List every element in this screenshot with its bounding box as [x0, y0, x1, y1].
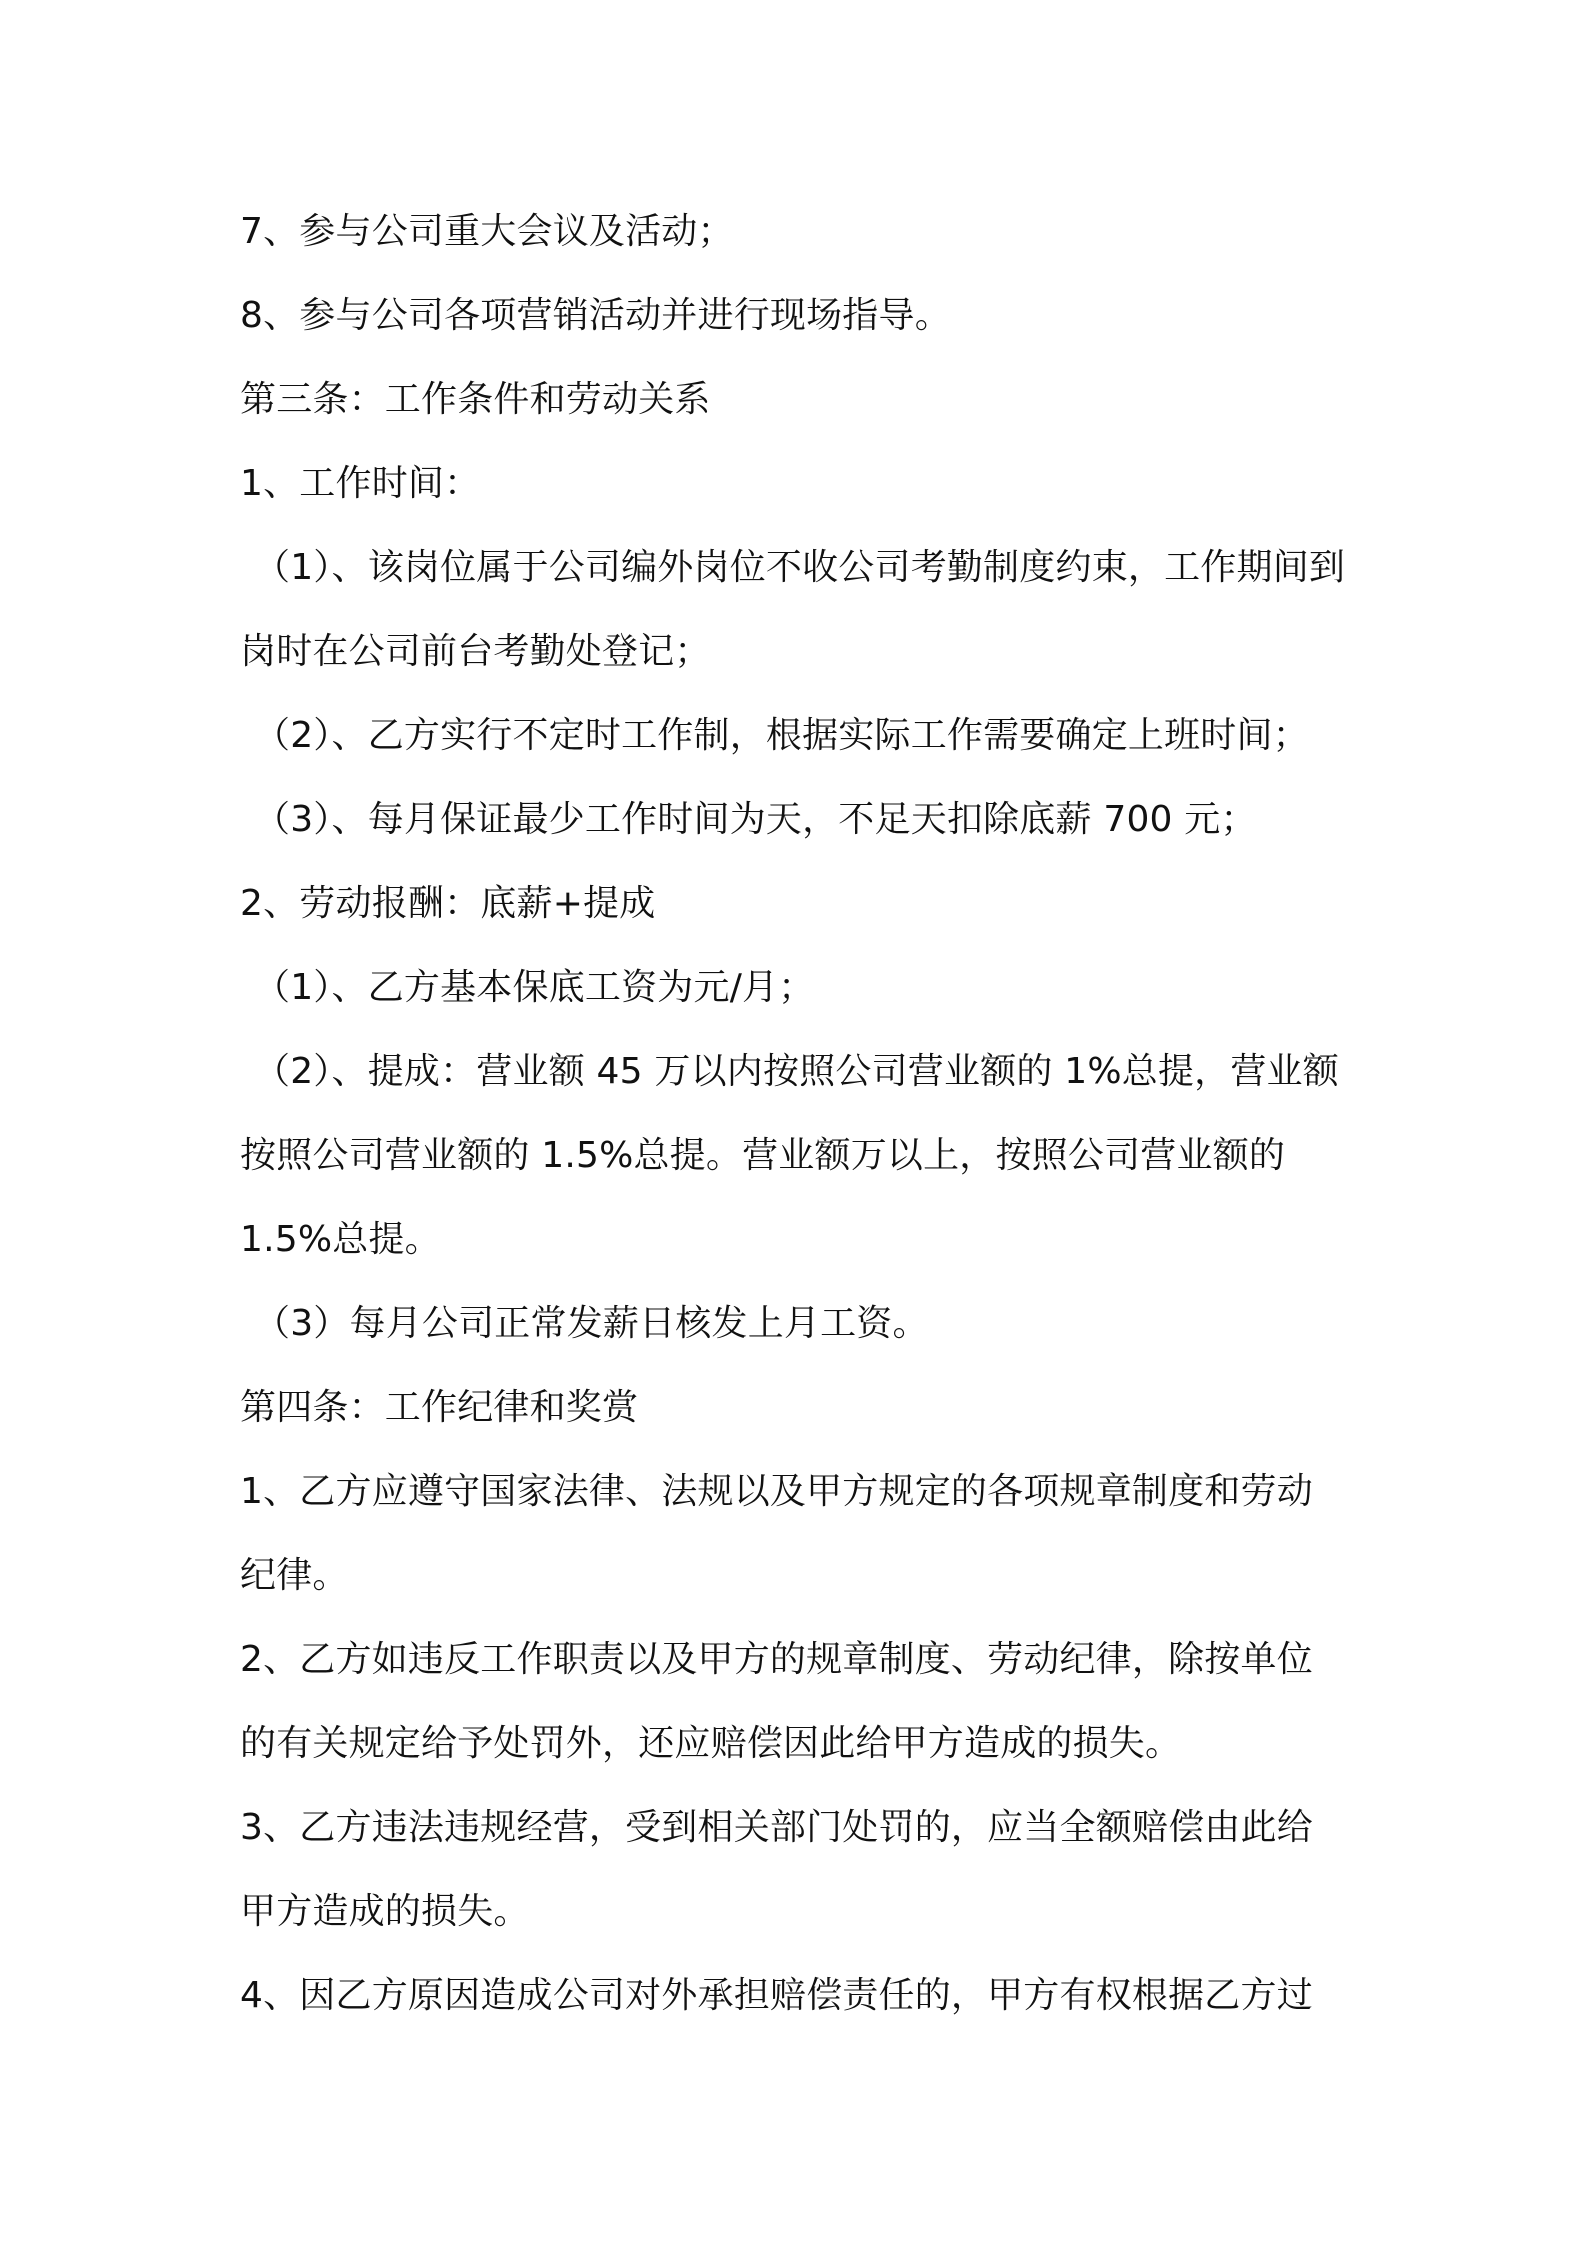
discipline-item-2-continued: 的有关规定给予处罚外，还应赔偿因此给甲方造成的损失。 — [240, 1723, 1182, 1764]
discipline-item-3-continued: 甲方造成的损失。 — [240, 1891, 530, 1932]
discipline-item-1: 1、乙方应遵守国家法律、法规以及甲方规定的各项规章制度和劳动 — [240, 1471, 1313, 1512]
document-body — [240, 190, 1355, 2038]
work-time-heading: 1、工作时间： — [240, 463, 481, 504]
clause-line-7-attend-meetings: 7、参与公司重大会议及活动； — [240, 211, 734, 252]
work-time-item-3: （3）、每月保证最少工作时间为天，不足天扣除底薪 700 元； — [254, 799, 1257, 840]
article-3-heading: 第三条：工作条件和劳动关系 — [240, 379, 711, 420]
work-time-item-2: （2）、乙方实行不定时工作制，根据实际工作需要确定上班时间； — [254, 715, 1309, 756]
work-time-item-1-continued: 岗时在公司前台考勤处登记； — [240, 631, 711, 672]
article-4-heading: 第四条：工作纪律和奖赏 — [240, 1387, 639, 1428]
clause-line-8-marketing-guidance: 8、参与公司各项营销活动并进行现场指导。 — [240, 295, 951, 336]
compensation-item-2-end: 1.5%总提。 — [240, 1219, 441, 1260]
compensation-item-1: （1）、乙方基本保底工资为元/月； — [254, 967, 815, 1008]
discipline-item-3: 3、乙方违法违规经营，受到相关部门处罚的，应当全额赔偿由此给 — [240, 1807, 1313, 1848]
discipline-item-1-continued: 纪律。 — [240, 1555, 349, 1596]
compensation-heading: 2、劳动报酬：底薪+提成 — [240, 883, 656, 924]
discipline-item-2: 2、乙方如违反工作职责以及甲方的规章制度、劳动纪律，除按单位 — [240, 1639, 1313, 1680]
discipline-item-4: 4、因乙方原因造成公司对外承担赔偿责任的，甲方有权根据乙方过 — [240, 1975, 1313, 2016]
compensation-item-3: （3）每月公司正常发薪日核发上月工资。 — [254, 1303, 929, 1344]
compensation-item-2-continued: 按照公司营业额的 1.5%总提。营业额万以上，按照公司营业额的 — [240, 1135, 1286, 1176]
compensation-item-2: （2）、提成：营业额 45 万以内按照公司营业额的 1%总提，营业额 — [254, 1051, 1339, 1092]
work-time-item-1: （1）、该岗位属于公司编外岗位不收公司考勤制度约束，工作期间到 — [254, 547, 1346, 588]
